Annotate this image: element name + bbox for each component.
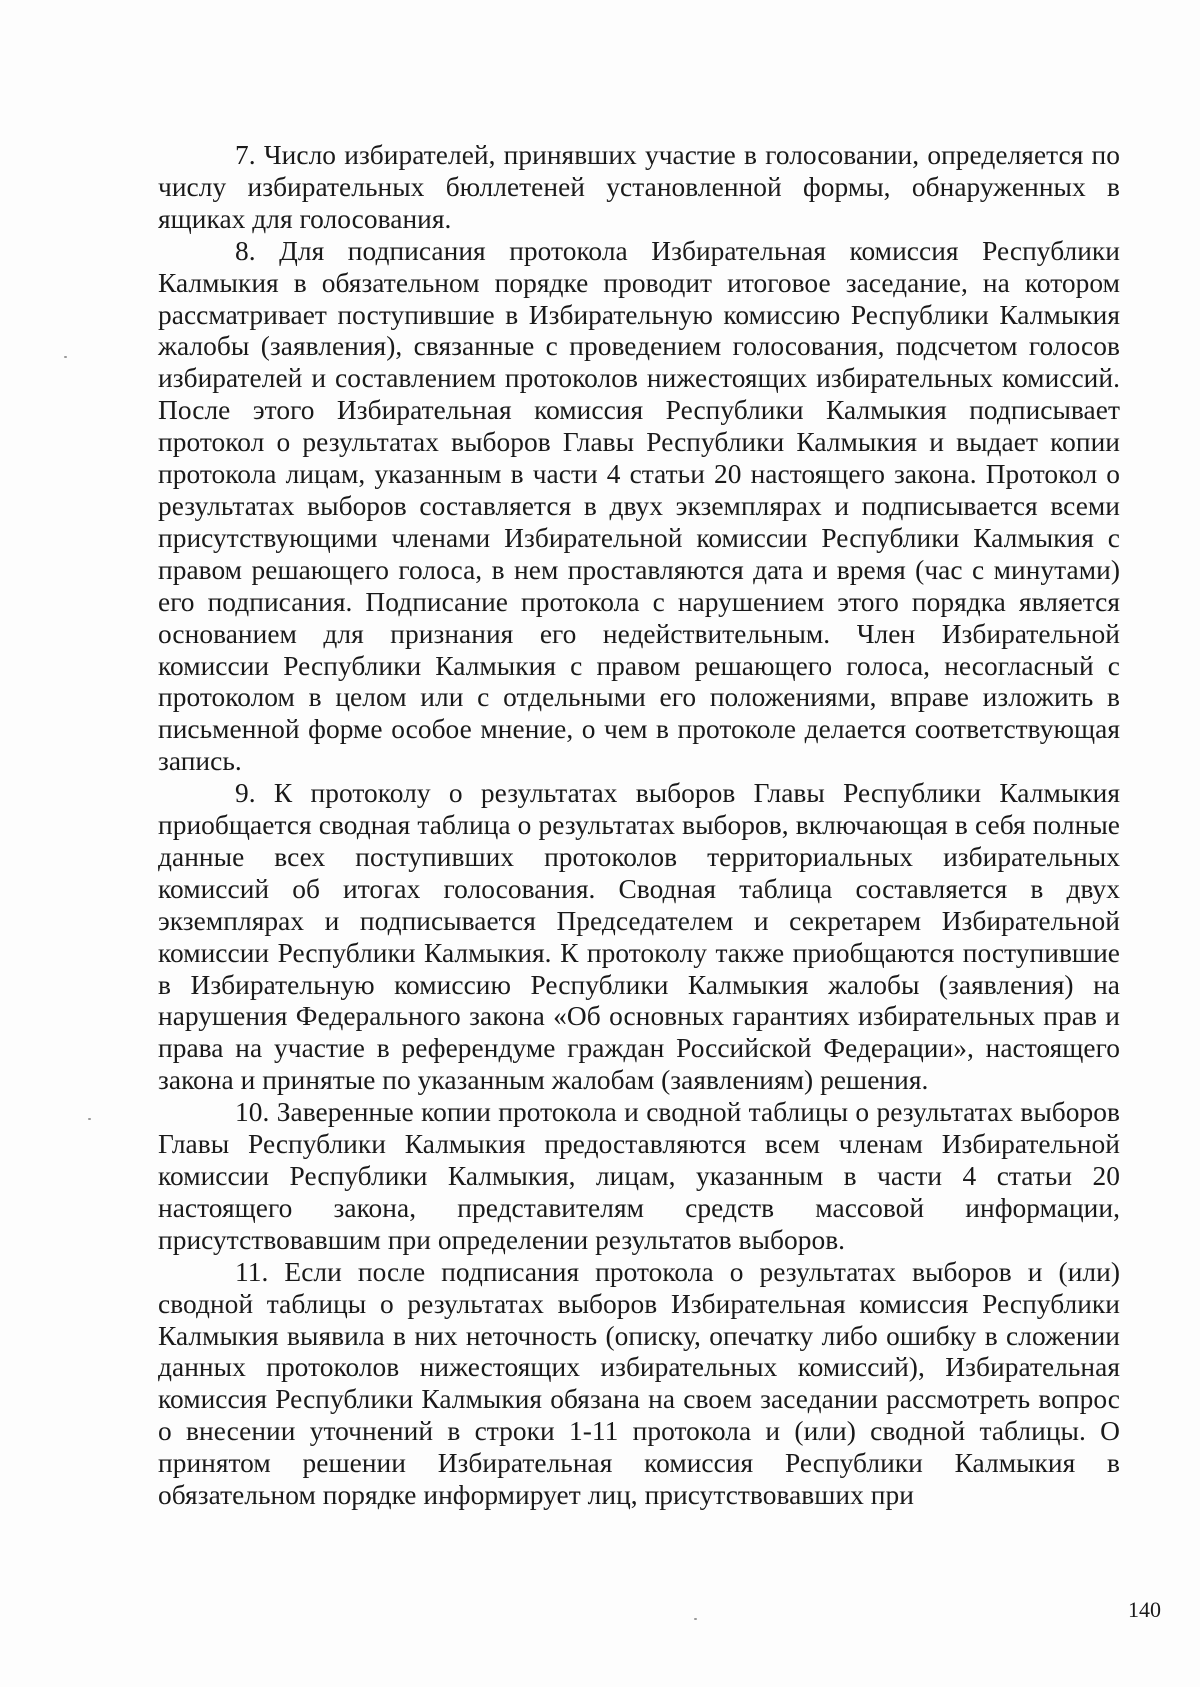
body-text [158, 140, 1120, 1512]
scan-speck [694, 1618, 697, 1620]
paragraph-9: 9. К протоколу о результатах выборов Главы Республики Калмыкия приобщается сводная таблица о результатах выборов, включающая в себя полные данные всех поступивших протоколов территориальных избирательных комиссий об итогах голосования. Сводная таблица составляется в двух экземплярах и подписывается Председателем и секретарем Избирательной комиссии Республики Калмыкия. К протоколу также приобщаются поступившие в Избирательную комиссию Республики Калмыкия жалобы (заявления) на нарушения Федерального закона «Об основных гарантиях избирательных прав и права на участие в референдуме граждан Российской Федерации», настоящего закона и принятые по указанным жалобам (заявлениям) решения. [158, 778, 1120, 1096]
scan-speck [88, 1118, 91, 1120]
paragraph-8: 8. Для подписания протокола Избирательная комиссия Республики Калмыкия в обязательном порядке проводит итоговое заседание, на котором рассматривает поступившие в Избирательную комиссию Республики Калмыкия жалобы (заявления), связанные с проведением голосования, подсчетом голосов избирателей и составлением протоколов нижестоящих избирательных комиссий. После этого Избирательная комиссия Республики Калмыкия подписывает протокол о результатах выборов Главы Республики Калмыкия и выдает копии протокола лицам, указанным в части 4 статьи 20 настоящего закона. Протокол о результатах выборов составляется в двух экземплярах и подписывается всеми присутствующими членами Избирательной комиссии Республики Калмыкия с правом решающего голоса, в нем проставляются дата и время (час с минутами) его подписания. Подписание протокола с нарушением этого порядка является основанием для признания его недействительным. Член Избирательной комиссии Республики Калмыкия с правом решающего голоса, несогласный с протоколом в целом или с отдельными его положениями, вправе изложить в письменной форме особое мнение, о чем в протоколе делается соответствующая запись. [158, 235, 1120, 777]
paragraph-11: 11. Если после подписания протокола о результатах выборов и (или) сводной таблицы о результатах выборов Избирательная комиссия Республики Калмыкия выявила в них неточность (описку, опечатку либо ошибку в сложении данных протоколов нижестоящих избирательных комиссий), Избирательная комиссия Республики Калмыкия обязана на своем заседании рассмотреть вопрос о внесении уточнений в строки 1-11 протокола и (или) сводной таблицы. О принятом решении Избирательная комиссия Республики Калмыкия в обязательном порядке информирует лиц, присутствовавших при [158, 1256, 1120, 1511]
scan-speck [64, 356, 67, 358]
page-number: 140 [1128, 1597, 1161, 1622]
paragraph-10: 10. Заверенные копии протокола и сводной таблицы о результатах выборов Главы Республики Калмыкия предоставляются всем членам Избирательной комиссии Республики Калмыкия, лицам, указанным в части 4 статьи 20 настоящего закона, представителям средств массовой информации, присутствовавшим при определении результатов выборов. [158, 1097, 1120, 1255]
paragraph-7: 7. Число избирателей, принявших участие в голосовании, определяется по числу избирательных бюллетеней установленной формы, обнаруженных в ящиках для голосования. [158, 140, 1120, 234]
